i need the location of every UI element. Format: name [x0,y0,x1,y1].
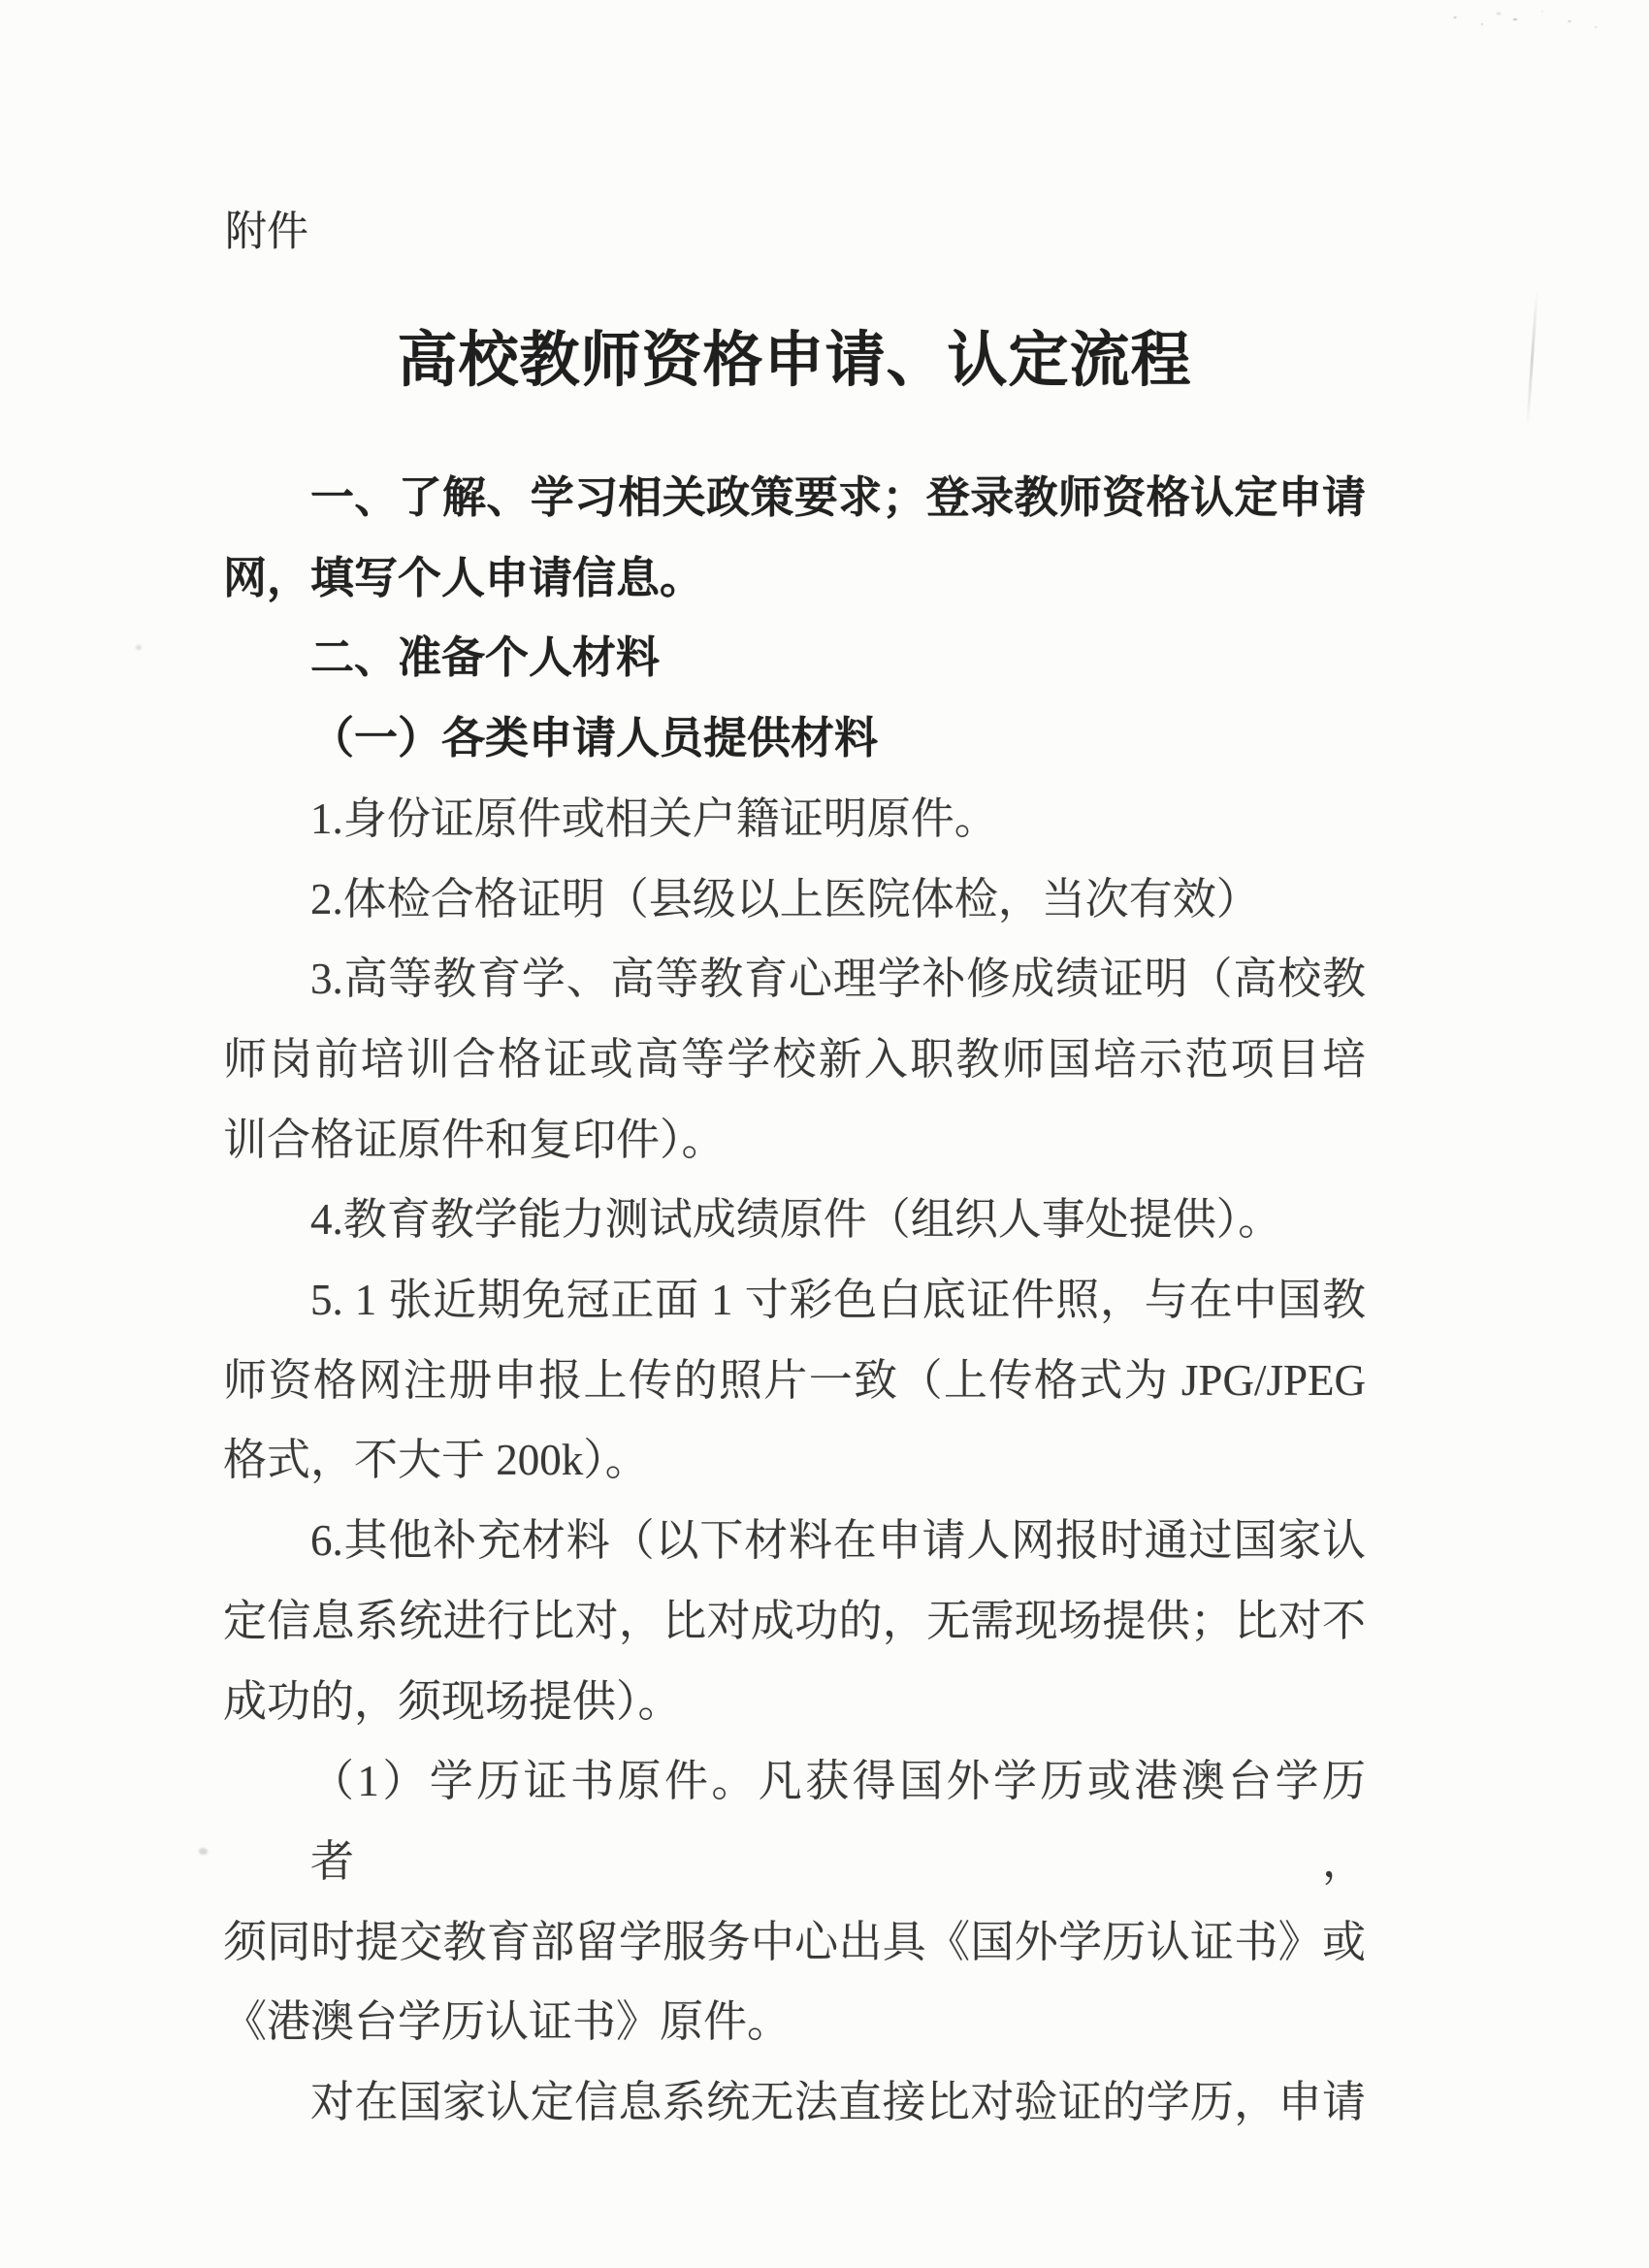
text-line: 格式，不大于 200k）。 [223,1436,649,1485]
scan-noise-speckles [1426,0,1649,47]
text-line: 师岗前培训合格证或高等学校新入职教师国培示范项目培 [223,1034,1366,1084]
scan-noise-dot [136,645,142,650]
text-line: 二、准备个人材料 [310,632,661,683]
text-line: 3.高等教育学、高等教育心理学补修成绩证明（高校教 [310,955,1366,1004]
text-line: 成功的，须现场提供）。 [223,1676,682,1726]
text-line: 《港澳台学历认证书》原件。 [223,1997,792,2047]
text-line: 对在国家认定信息系统无法直接比对验证的学历，申请 [310,2078,1366,2127]
text-line: 4.教育教学能力测试成绩原件（组织人事处提供）。 [310,1195,1282,1245]
text-line: （1）学历证书原件。凡获得国外学历或港澳台学历者， [310,1757,1366,1886]
document-title: 高校教师资格申请、认定流程 [397,327,1192,394]
text-line: 5. 1 张近期免冠正面 1 寸彩色白底证件照，与在中国教 [310,1276,1366,1325]
scan-noise-streak [1526,291,1538,427]
text-line: 定信息系统进行比对，比对成功的，无需现场提供；比对不 [223,1596,1366,1645]
text-line: （一）各类申请人员提供材料 [310,713,879,763]
text-line: 网，填写个人申请信息。 [223,552,704,602]
text-line: 2.体检合格证明（县级以上医院体检，当次有效） [310,874,1260,923]
text-line: 须同时提交教育部留学服务中心出具《国外学历认证书》或 [223,1917,1366,1966]
text-line: 训合格证原件和复印件）。 [223,1115,726,1164]
document-body [223,458,1366,2143]
attachment-label: 附件 [225,210,308,255]
text-line: 1.身份证原件或相关户籍证明原件。 [310,794,998,843]
text-line: 一、了解、学习相关政策要求；登录教师资格认定申请 [310,472,1366,522]
text-line: 师资格网注册申报上传的照片一致（上传格式为 JPG/JPEG [223,1355,1366,1405]
text-line: 6.其他补充材料（以下材料在申请人网报时通过国家认 [310,1516,1366,1566]
scan-noise-dot [199,1848,208,1855]
